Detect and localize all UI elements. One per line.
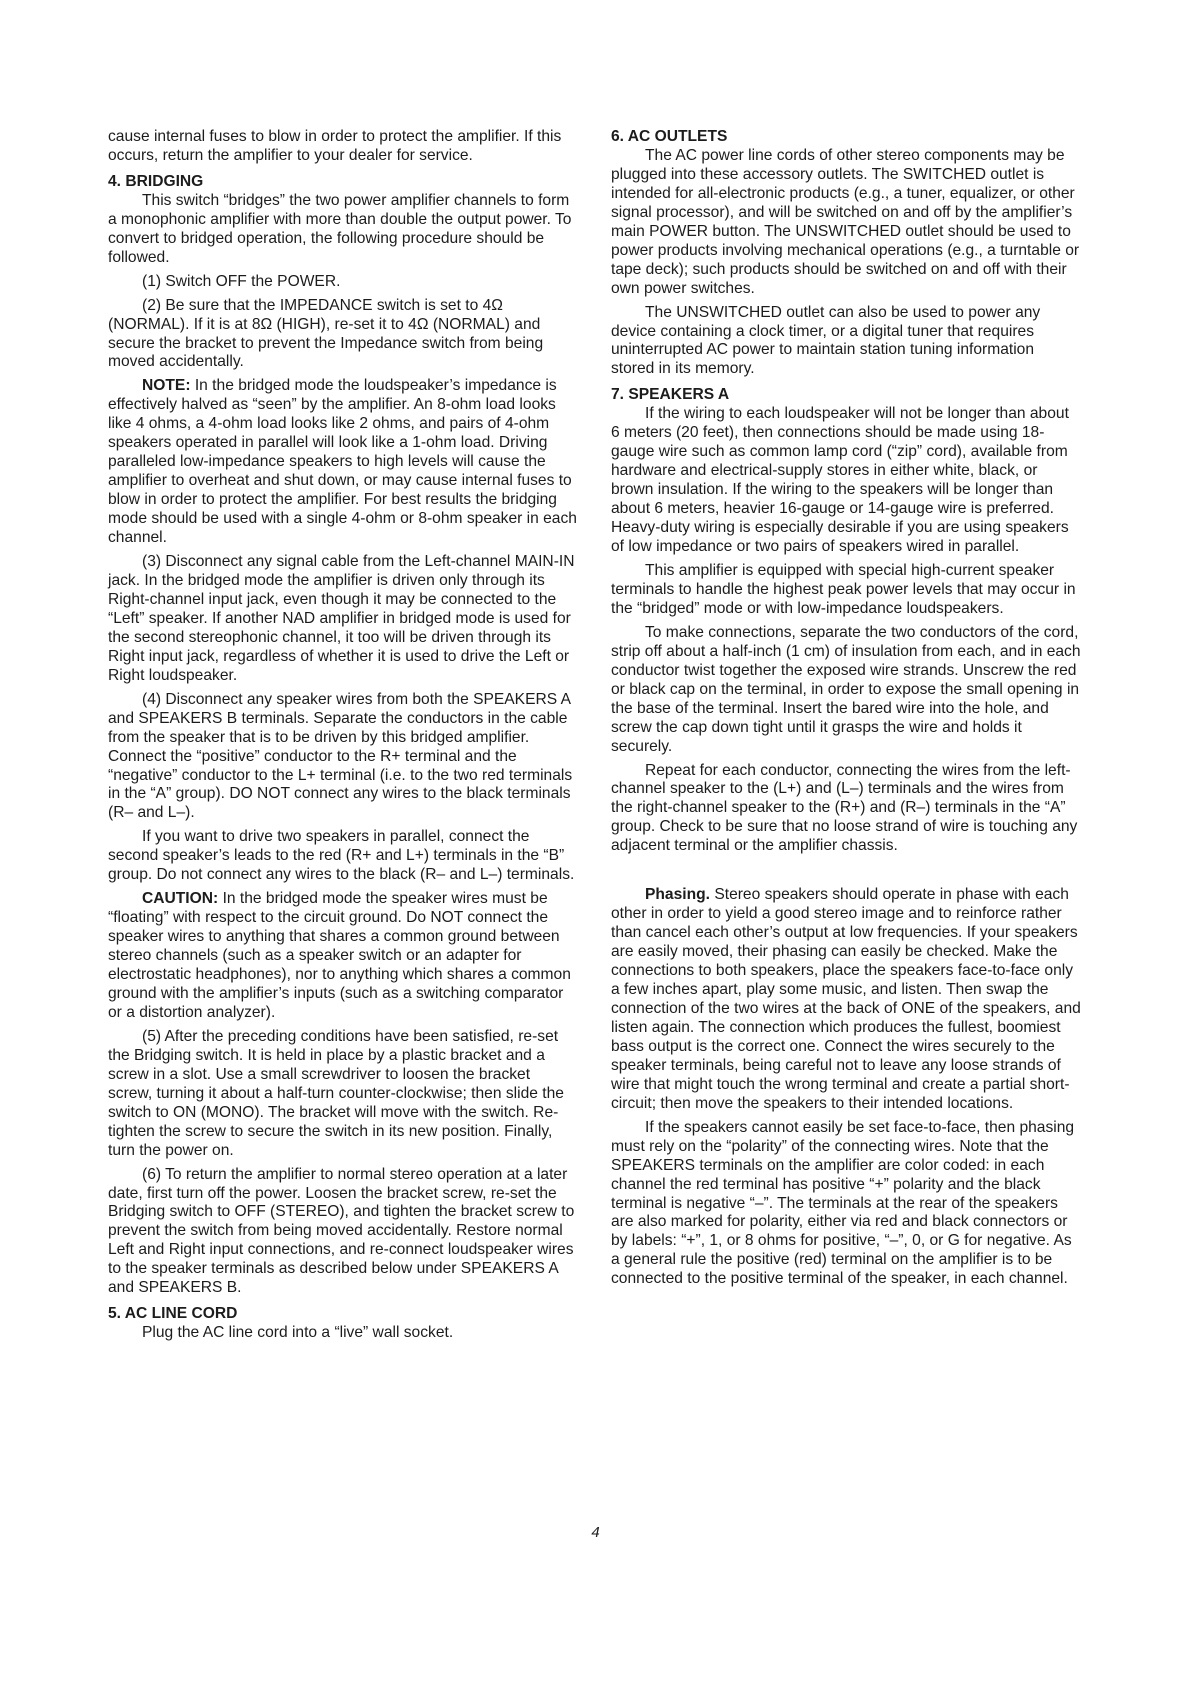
phasing-paragraph [611, 886, 1081, 1113]
bridging-paragraph: This switch “bridges” the two power amplifier channels to form a monophonic amplifier with more than double the output power. To convert to bridged operation, the following procedure should be followed. [108, 191, 572, 266]
ac-outlets-paragraph-1: The AC power line cords of other stereo components may be plugged into these accessory outlets. The SWITCHED outlet is intended for all-electronic products (e.g., a tuner, equalizer, or other signal processor), and will be switched on and off by the amplifier’s main POWER button. The UNSWITCHED outlet should be used to power products involving mechanical operations (e.g., a turntable or tape deck); such products should be switched on and off with their own power switches. [611, 146, 1080, 297]
speakers-paragraph-1: If the wiring to each loudspeaker will not be longer than about 6 meters (20 feet), then connections should be made using 18-gauge wire such as common lamp cord (“zip” cord), available from hardware and electrical-supply stores in either white, black, or brown insulation. If the wiring to the speakers will be longer than about 6 meters, heavier 16-gauge or 14-gauge wire is preferred. Heavy-duty wiring is especially desirable if you are using speakers of low impedance or two pairs of speakers wired in parallel. [611, 405, 1069, 556]
page-number: 4 [591, 1524, 600, 1541]
step-1-paragraph: (1) Switch OFF the POWER. [142, 272, 341, 290]
speakers-paragraph-4: Repeat for each conductor, connecting the wires from the left-channel speaker to the (L+) and (L–) terminals and the wires from the right-channel speaker to the (R+) and (R–) terminals in the “A” group. Check to be sure that no loose strand of wire is touching any adjacent terminal or the amplifier chassis. [611, 761, 1078, 855]
phasing-label: Phasing. [645, 886, 710, 904]
section-heading-bridging: 4. BRIDGING [108, 172, 204, 190]
phasing-paragraph-2: If the speakers cannot easily be set face-to-face, then phasing must rely on the “polarity” of the connecting wires. Note that the SPEAKERS terminals on the amplifier are color coded: in each channel the red terminal has positive “+” polarity and the black terminal is negative “–”. The terminals at the rear of the speakers are also marked for polarity, either via red and black connectors or by labels: “+”, 1, or 8 ohms for positive, “–”, 0, or G for negative. As a general rule the positive (red) terminal on the amplifier is to be connected to the positive terminal of the speaker, in each channel. [611, 1118, 1075, 1288]
caution-paragraph [108, 890, 578, 1023]
ac-line-cord-paragraph: Plug the AC line cord into a “live” wall socket. [142, 1324, 454, 1342]
speakers-paragraph-2: This amplifier is equipped with special high-current speaker terminals to handle the highest peak power levels that may occur in the “bridged” mode or with low-impedance loudspeakers. [611, 561, 1076, 617]
section-heading-speakers-a: 7. SPEAKERS A [611, 386, 730, 404]
step-5-paragraph: (5) After the preceding conditions have been satisfied, re-set the Bridging switch. It is held in place by a plastic bracket and a screw in a slot. Use a small screwdriver to loosen the bracket screw, turning it about a half-turn counter-clockwise; then slide the switch to ON (MONO). The bracket will move with the switch. Re-tighten the screw to secure the switch in its new position. Finally, turn the power on. [108, 1027, 564, 1159]
left-column [108, 128, 578, 1343]
step-2-paragraph: (2) Be sure that the IMPEDANCE switch is set to 4Ω (NORMAL). If it is at 8Ω (HIGH), re-set it to 4Ω (NORMAL) and secure the bracket to prevent the Impedance switch from being moved accidentally. [108, 296, 544, 371]
section-heading-ac-line-cord: 5. AC LINE CORD [108, 1305, 238, 1323]
speakers-paragraph-3: To make connections, separate the two conductors of the cord, strip off about a half-inch (1 cm) of insulation from each, and in each conductor twist together the exposed wire strands. Unscrew the red or black cap on the terminal, in order to expose the small opening in the base of the terminal. Insert the bared wire into the hole, and screw the cap down tight until it grasps the wire and holds it securely. [611, 623, 1081, 755]
intro-paragraph: cause internal fuses to blow in order to protect the amplifier. If this occurs, return the amplifier to your dealer for service. [108, 128, 562, 164]
parallel-speakers-paragraph: If you want to drive two speakers in parallel, connect the second speaker’s leads to the red (R+ and L+) terminals in the “B” group. Do not connect any wires to the black (R– and L–) terminals. [108, 828, 575, 884]
step-3-paragraph: (3) Disconnect any signal cable from the Left-channel MAIN-IN jack. In the bridged mode the amplifier is driven only through its Right-channel input jack, even though it may be connected to the “Left” speaker. If another NAD amplifier in bridged mode is used for the second stereophonic channel, it too will be driven through its Right input jack, regardless of whether it is used to drive the Left or Right loudspeaker. [108, 553, 575, 684]
right-column [611, 128, 1081, 1289]
ac-outlets-paragraph-2: The UNSWITCHED outlet can also be used to power any device containing a clock timer, or a digital tuner that requires uninterrupted AC power to maintain station tuning information stored in its memory. [611, 303, 1041, 378]
caution-label: CAUTION: [142, 890, 219, 908]
step-4-paragraph: (4) Disconnect any speaker wires from both the SPEAKERS A and SPEAKERS B terminals. Separate the conductors in the cable from the speaker that is to be driven by this bridged amplifier. Connect the “positive” conductor to the R+ terminal and the “negative” conductor to the L+ terminal (i.e. to the two red terminals in the “A” group). DO NOT connect any wires to the black terminals (R– and L–). [108, 690, 573, 822]
note-text: In the bridged mode the loudspeaker’s impedance is effectively halved as “seen” by the amplifier. An 8-ohm load looks like 4 ohms, a 4-ohm load looks like 2 ohms, and pairs of 4-ohm speakers operated in parallel will look like a 1-ohm load. Driving paralleled low-impedance speakers to high levels will cause the amplifier to overheat and shut down, or may cause internal fuses to blow in order to protect the amplifier. For best results the bridging mode should be used with a single 4-ohm or 8-ohm speaker in each channel. [108, 377, 577, 547]
phasing-text: Stereo speakers should operate in phase with each other in order to yield a good stereo image and to reinforce rather than cancel each other’s output at low frequencies. If your speakers are easily moved, their phasing can easily be checked. Make the connections to both speakers, place the speakers face-to-face only a few inches apart, play some music, and listen. Then swap the connection of the two wires at the back of ONE of the speakers, and listen again. The connection which produces the fullest, boomiest bass output is the correct one. Connect the wires securely to the speaker terminals, being careful not to leave any loose strands of wire that might touch the wrong terminal and create a partial short-circuit; then move the speakers to their intended locations. [611, 886, 1081, 1112]
note-label: NOTE: [142, 377, 191, 395]
step-6-paragraph: (6) To return the amplifier to normal stereo operation at a later date, first turn off the power. Loosen the bracket screw, re-set the Bridging switch to OFF (STEREO), and tighten the bracket screw to prevent the switch from being moved accidentally. Restore normal Left and Right input connections, and re-connect loudspeaker wires to the speaker terminals as described below under SPEAKERS A and SPEAKERS B. [108, 1165, 575, 1297]
caution-text: In the bridged mode the speaker wires must be “floating” with respect to the circuit ground. Do NOT connect the speaker wires to anything that shares a common ground between stereo channels (such as a speaker switch or an adapter for electrostatic headphones), nor to anything which shares a common ground with the amplifier’s inputs (such as a switching comparator or a distortion analyzer). [108, 890, 571, 1021]
section-heading-ac-outlets: 6. AC OUTLETS [611, 128, 728, 145]
note-paragraph [108, 377, 578, 548]
